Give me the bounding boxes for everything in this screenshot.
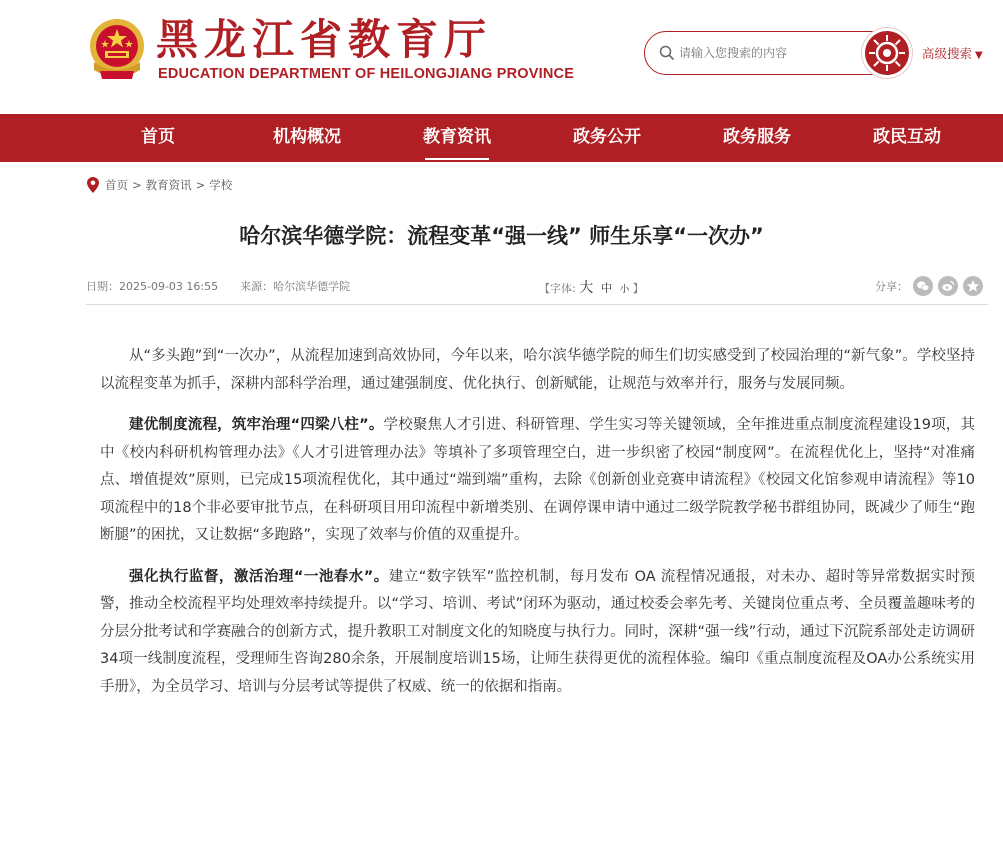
search-button[interactable] bbox=[862, 28, 912, 78]
breadcrumb-home[interactable]: 首页 bbox=[105, 178, 128, 192]
article-title: 哈尔滨华德学院：流程变革“强一线” 师生乐享“一次办” bbox=[239, 224, 764, 248]
article-source: 来源：哈尔滨华德学院 bbox=[240, 280, 351, 293]
nav-item-services[interactable]: 政务服务 bbox=[723, 127, 791, 147]
article-paragraph bbox=[100, 564, 975, 702]
nav-item-interaction[interactable]: 政民互动 bbox=[873, 127, 941, 147]
article-paragraph bbox=[100, 343, 975, 398]
nav-item-about[interactable]: 机构概况 bbox=[273, 127, 341, 147]
share-bar bbox=[875, 276, 983, 296]
article-date: 日期：2025-09-03 16:55 bbox=[86, 280, 219, 293]
font-size-medium[interactable]: 中 bbox=[600, 281, 613, 295]
paragraph-text: 学校聚焦人才引进、科研管理、学生实习等关键领域，全年推进重点制度流程建设19项，其中《校内科研机构管理办法》《人才引进管理办法》等填补了多项管理空白，进一步织密了校园“制度网”。在流程优化上，坚持“对准痛点、增值提效”原则，已完成15项流程优化，其中通过“端到端”重构，去除《创新创业竞赛申请流程》《校园文化馆参观申请流程》等10项流程中的18个非必要审批节点，在科研项目用印流程中新增类别、在调停课申请中通过二级学院教学秘书群组协同，既减少了师生“跑断腿”的困扰，又让数据“多跑路”，实现了效率与价值的双重提升。 bbox=[100, 417, 975, 543]
paragraph-lead: 建优制度流程，筑牢治理“四梁八柱”。 bbox=[129, 417, 384, 433]
font-size-label: 【字体: bbox=[539, 282, 576, 295]
main-nav bbox=[0, 114, 1003, 162]
paragraph-text: 从“多头跑”到“一次办”，从流程加速到高效协同，今年以来，哈尔滨华德学院的师生们切实感受到了校园治理的“新气象”。学校坚持以流程变革为抓手，深耕内部科学治理，通过建强制度、优化执行、创新赋能，让规范与效率并行，服务与发展同频。 bbox=[100, 348, 975, 392]
breadcrumb-separator: > bbox=[132, 178, 142, 192]
font-size-switcher bbox=[539, 277, 644, 297]
paragraph-text: 建立“数字铁军”监控机制，每月发布 OA 流程情况通报，对未办、超时等异常数据实时预警，推动全校流程平均处理效率持续提升。以“学习、培训、考试”闭环为驱动，通过校委会率先考、关键岗位重点考、全员覆盖趣味考的分层分批考试和学赛融合的创新方式，提升教职工对制度文化的知晓度与执行力。同时，深耕“强一线”行动，通过下沉院系部处走访调研34项一线制度流程，受理师生咨询280余条，开展制度培训15场，让师生获得更优的流程体验。编印《重点制度流程及OA办公系统实用手册》，为全员学习、培训与分层考试等提供了权威、统一的依据和指南。 bbox=[100, 568, 975, 695]
site-title-english: EDUCATION DEPARTMENT OF HEILONGJIANG PROVINCE bbox=[158, 66, 575, 82]
search-emblem-icon bbox=[865, 31, 909, 75]
meta-divider bbox=[86, 304, 988, 305]
share-label: 分享： bbox=[875, 280, 908, 293]
breadcrumb-separator: > bbox=[195, 178, 206, 192]
article-paragraph bbox=[100, 412, 975, 550]
weibo-share-icon[interactable] bbox=[938, 276, 958, 296]
article-body bbox=[100, 343, 975, 715]
advanced-search-label: 高级搜索 bbox=[922, 46, 973, 61]
nav-item-education-news[interactable]: 教育资讯 bbox=[423, 114, 491, 162]
location-pin-icon bbox=[87, 177, 99, 193]
nav-item-home[interactable]: 首页 bbox=[141, 127, 175, 147]
site-title[interactable]: 黑龙江省教育厅 bbox=[156, 15, 493, 64]
font-size-large[interactable]: 大 bbox=[579, 280, 594, 296]
breadcrumb-school[interactable]: 学校 bbox=[209, 178, 233, 192]
qzone-share-icon[interactable] bbox=[963, 276, 983, 296]
font-size-small[interactable]: 小 bbox=[619, 284, 630, 295]
font-size-label-end: 】 bbox=[632, 282, 644, 295]
chevron-down-icon: ▼ bbox=[975, 50, 983, 61]
article-meta bbox=[86, 278, 350, 294]
site-header bbox=[0, 0, 1003, 114]
search-icon bbox=[659, 45, 675, 61]
search-input[interactable] bbox=[679, 42, 859, 64]
wechat-share-icon[interactable] bbox=[913, 276, 933, 296]
nav-item-government-affairs[interactable]: 政务公开 bbox=[573, 127, 641, 147]
advanced-search-link[interactable] bbox=[922, 44, 983, 62]
breadcrumb-education-news[interactable]: 教育资讯 bbox=[145, 178, 192, 192]
national-emblem-icon bbox=[86, 16, 148, 84]
breadcrumb bbox=[87, 177, 232, 193]
paragraph-lead: 强化执行监督，激活治理“一池春水”。 bbox=[129, 568, 389, 585]
